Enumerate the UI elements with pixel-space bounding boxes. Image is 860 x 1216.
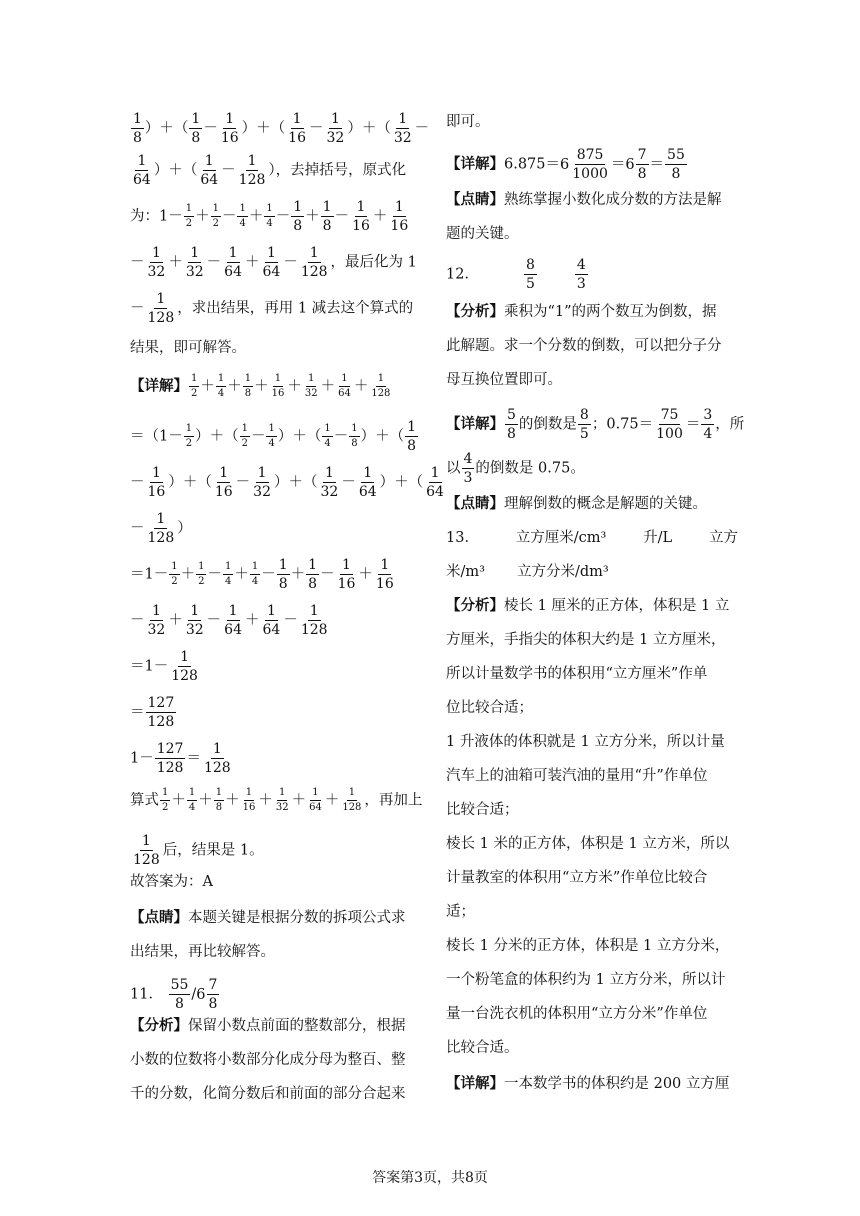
fraction: 7 8	[637, 147, 647, 182]
analysis-line: 【分析】棱长 1 厘米的正方体，体积是 1 立	[446, 597, 730, 614]
fraction: $\frac{1}{4}$	[188, 787, 196, 813]
fraction: $\frac{1}{128}$	[147, 291, 175, 326]
text-line: － $\frac{1}{128}$ ，求出结果，再用 1 减去这个算式的	[130, 291, 414, 326]
comment-line: 【点睛】本题关键是根据分数的拆项公式求	[130, 909, 406, 926]
fraction: $\frac{1}{64}$	[426, 465, 444, 500]
fraction: $\frac{1}{32}$	[147, 245, 166, 280]
text-line: 此解题。求一个分数的倒数，可以把分子分	[446, 338, 722, 354]
analysis-tag: 【分析】	[446, 597, 504, 614]
text-line: 千的分数，化简分数后和前面的部分合起来	[130, 1086, 406, 1102]
fraction: $\frac{1}{64}$	[200, 153, 219, 188]
fraction: $\frac{1}{64}$	[358, 465, 377, 500]
fraction: $\frac{8}{5}$	[525, 257, 535, 292]
fraction: $\frac{1}{32}$	[147, 603, 166, 638]
fraction: $\frac{1}{128}$	[147, 511, 175, 546]
text-line: 方厘米，手指尖的体积大约是 1 立方厘米，	[446, 632, 726, 648]
fraction: $\frac{4}{3}$	[576, 257, 586, 292]
fraction: $\frac{1}{4}$	[239, 203, 246, 229]
fraction: $\frac{1}{8}$	[407, 419, 417, 454]
fraction: $\frac{1}{128}$	[133, 833, 160, 868]
comment-line: 【点睛】理解倒数的概念是解题的关键。	[446, 495, 707, 512]
equation-line: 1－ $\frac{127}{128}$ ＝ $\frac{1}{128}$	[130, 741, 231, 776]
text-line: $\frac{1}{8}$ ）＋（ $\frac{1}{8}$ － $\frac{1}{16}$ ）＋（ $\frac{1}{16}$ － $\frac{1}{32}$ ）＋（ $\frac{1}{32}$ －	[133, 111, 430, 146]
fraction: $\frac{1}{2}$	[171, 561, 178, 587]
detail-tag: 【详解】	[446, 1075, 504, 1092]
text-line: 比较合适；	[446, 802, 519, 818]
equation-line: ＝1－ $\frac{1}{128}$	[130, 649, 198, 684]
fraction: $\frac{1}{4}$	[251, 561, 259, 587]
fraction: $\frac{75}{100}$	[656, 407, 683, 442]
question-number: 13．	[446, 530, 479, 546]
detail-tag: 【详解】	[446, 155, 504, 173]
comment-tag: 【点睛】	[446, 495, 504, 512]
equation-line: － $\frac{1}{16}$ ）＋（ $\frac{1}{16}$ － $\frac{1}{32}$ ）＋（ $\frac{1}{32}$ － $\frac{1}{64}$ ）＋（ $\frac{1}{64}$	[130, 465, 444, 500]
q13-answer-3: 立方	[708, 530, 738, 546]
fraction: $\frac{1}{16}$	[288, 111, 306, 146]
fraction: $\frac{1}{16}$	[220, 111, 239, 146]
fraction: $\frac{1}{8}$	[308, 557, 318, 592]
detail-line: 【详解】 $\frac{1}{2}$ ＋ $\frac{1}{4}$ ＋ $\frac{1}{8}$ ＋ $\frac{1}{16}$ ＋ $\frac{1}{32}$ ＋ $\frac{1}{64}$ ＋ $\frac{1}{128}$	[130, 373, 391, 399]
fraction: 7 8	[208, 977, 218, 1012]
fraction: $\frac{127}{128}$	[156, 741, 184, 776]
text-line: 比较合适。	[446, 1040, 519, 1056]
fraction: 875 1000	[572, 147, 608, 182]
fraction: $\frac{1}{2}$	[212, 203, 219, 229]
text-line: 计量教室的体积用“立方米”作单位比较合	[446, 870, 708, 886]
analysis-tag: 【分析】	[446, 303, 504, 320]
q13-answer-2: 升/L	[643, 530, 673, 546]
fraction: $\frac{1}{8}$	[293, 199, 303, 234]
fraction: $\frac{1}{8}$	[244, 373, 252, 399]
q13-answer-line-2: 米/m³ 立方分米/dm³	[446, 564, 609, 580]
fraction: $\frac{127}{128}$	[147, 695, 175, 730]
fraction: $\frac{1}{16}$	[271, 373, 285, 399]
fraction: $\frac{1}{16}$	[352, 199, 370, 234]
text-line: 棱长 1 分米的正方体，体积是 1 立方分米，	[446, 938, 730, 954]
text-line: 一个粉笔盒的体积约为 1 立方分米，所以计	[446, 972, 726, 988]
equation-line: － $\frac{1}{32}$ ＋ $\frac{1}{32}$ － $\frac{1}{64}$ ＋ $\frac{1}{64}$ － $\frac{1}{128}$	[130, 603, 328, 638]
fraction: $\frac{1}{2}$	[241, 423, 248, 449]
detail-tag: 【详解】	[130, 377, 188, 395]
fraction: $\frac{1}{4}$	[266, 203, 273, 229]
fraction: $\frac{1}{8}$	[215, 787, 223, 813]
text-line: 结果，即可解答。	[130, 340, 246, 356]
fraction: $\frac{1}{2}$	[191, 373, 198, 399]
fraction: $\frac{1}{4}$	[324, 423, 331, 449]
fraction: $\frac{1}{32}$	[275, 787, 289, 813]
fraction: $\frac{1}{128}$	[203, 741, 231, 776]
fraction: $\frac{55}{8}$	[170, 977, 189, 1012]
text-line: 为：1－ $\frac{1}{2}$ ＋ $\frac{1}{2}$ － $\frac{1}{4}$ ＋ $\frac{1}{4}$ － $\frac{1}{8}$ ＋ $\frac{1}{8}$ － $\frac{1}{16}$ ＋ $\frac{1}{16}$	[130, 199, 409, 234]
text-line: 适；	[446, 904, 475, 920]
fraction: $\frac{1}{64}$	[224, 245, 242, 280]
fraction: $\frac{1}{128}$	[300, 245, 328, 280]
fraction: $\frac{1}{128}$	[371, 373, 391, 399]
detail-tag: 【详解】	[446, 415, 504, 433]
analysis-line: 【分析】保留小数点前面的整数部分，根据	[130, 1017, 406, 1034]
text-line: 1 升液体的体积就是 1 立方分米，所以计量	[446, 734, 725, 750]
fraction: $\frac{1}{64}$	[262, 245, 281, 280]
fraction: $\frac{1}{64}$	[338, 373, 351, 399]
detail-line: 【详解】 $\frac{5}{8}$ 的倒数是 $\frac{8}{5}$ ；0.75＝ $\frac{75}{100}$ ＝ $\frac{3}{4}$ ，所	[446, 407, 745, 442]
fraction: $\frac{1}{16}$	[242, 787, 256, 813]
formula-line: 算式 $\frac{1}{2}$ ＋ $\frac{1}{4}$ ＋ $\frac{1}{8}$ ＋ $\frac{1}{16}$ ＋ $\frac{1}{32}$ ＋ $\frac{1}{64}$ ＋ $\frac{1}{128}$ ，再加上	[130, 787, 423, 813]
fraction: $\frac{1}{16}$	[147, 465, 166, 500]
fraction: $\frac{1}{32}$	[393, 111, 412, 146]
analysis-line: 【分析】乘积为“1”的两个数互为倒数，据	[446, 303, 717, 320]
fraction: $\frac{1}{16}$	[375, 557, 394, 592]
fraction: $\frac{3}{4}$	[703, 407, 713, 442]
equation-line: ＝（1－ $\frac{1}{2}$ ）＋（ $\frac{1}{2}$ － $\frac{1}{4}$ ）＋（ $\frac{1}{4}$ － $\frac{1}{8}$ ）＋（ $\frac{1}{8}$	[130, 419, 417, 454]
fraction: $\frac{4}{3}$	[463, 451, 473, 486]
fraction: $\frac{1}{8}$	[133, 111, 142, 146]
fraction: $\frac{1}{16}$	[337, 557, 356, 592]
q11-answer-line: 11． $\frac{55}{8}$ / 6 7 8	[130, 977, 218, 1012]
fraction: $\frac{1}{2}$	[185, 423, 193, 449]
text-line: $\frac{1}{128}$ 后，结果是 1。	[133, 833, 264, 868]
text-line: $\frac{1}{64}$ ）＋（ $\frac{1}{64}$ － $\frac{1}{128}$ ），去掉括号，原式化	[133, 153, 407, 188]
fraction: $\frac{1}{64}$	[224, 603, 242, 638]
page-footer: 答案第3页，共8页	[372, 1170, 488, 1186]
fraction: $\frac{1}{32}$	[185, 245, 204, 280]
text-line: 题的关键。	[446, 226, 519, 242]
fraction: $\frac{1}{16}$	[390, 199, 409, 234]
equation-line: ＝ $\frac{127}{128}$	[130, 695, 175, 730]
answer-line: 故答案为：A	[130, 874, 213, 890]
fraction: $\frac{1}{8}$	[191, 111, 201, 146]
equation-line: ＝1－ $\frac{1}{2}$ ＋ $\frac{1}{2}$ － $\frac{1}{4}$ ＋ $\frac{1}{4}$ － $\frac{1}{8}$ ＋ $\frac{1}{8}$ － $\frac{1}{16}$ ＋ $\frac{1}{16}$	[130, 557, 394, 592]
text-line: 以 $\frac{4}{3}$ 的倒数是 0.75。	[446, 451, 585, 486]
q13-answer-4: 立方分米/dm³	[516, 564, 609, 580]
fraction: $\frac{1}{4}$	[268, 423, 275, 449]
q13-answer-line	[446, 528, 738, 548]
comment-line: 【点睛】熟练掌握小数化成分数的方法是解	[446, 191, 722, 208]
fraction: $\frac{1}{128}$	[171, 649, 198, 684]
fraction: $\frac{1}{32}$	[304, 373, 318, 399]
text-line: － $\frac{1}{32}$ ＋ $\frac{1}{32}$ － $\frac{1}{64}$ ＋ $\frac{1}{64}$ － $\frac{1}{128}$ ，最后化为 1	[130, 245, 417, 280]
detail-line: 【详解】6.875＝ 6 875 1000 ＝ 6 7 8 ＝ $\frac{55}{8}$	[446, 147, 685, 182]
text-line: 出结果，再比较解答。	[130, 944, 275, 960]
fraction: $\frac{1}{128}$	[342, 787, 362, 813]
text-line: 母互换位置即可。	[446, 372, 562, 388]
fraction: $\frac{1}{4}$	[217, 373, 225, 399]
fraction: $\frac{1}{4}$	[224, 561, 232, 587]
text-line: 量一台洗衣机的体积用“立方分米”作单位	[446, 1006, 708, 1022]
fraction: $\frac{1}{32}$	[326, 111, 345, 146]
text-line: 即可。	[446, 114, 490, 130]
fraction: $\frac{1}{2}$	[185, 203, 193, 229]
text-line: 所以计量数学书的体积用“立方厘米”作单	[446, 666, 708, 682]
equation-line: － $\frac{1}{128}$ ）	[130, 511, 192, 546]
fraction: $\frac{1}{8}$	[322, 199, 332, 234]
question-number: 11．	[130, 986, 163, 1003]
fraction: $\frac{1}{64}$	[262, 603, 281, 638]
fraction: $\frac{1}{32}$	[253, 465, 271, 500]
fraction: $\frac{5}{8}$	[507, 407, 516, 442]
fraction: $\frac{1}{8}$	[351, 423, 358, 449]
fraction: $\frac{1}{32}$	[185, 603, 204, 638]
fraction: $\frac{1}{128}$	[238, 153, 266, 188]
comment-tag: 【点睛】	[130, 909, 188, 926]
fraction: $\frac{1}{2}$	[162, 787, 169, 813]
fraction: $\frac{1}{64}$	[133, 153, 151, 188]
text-line: 位比较合适；	[446, 700, 533, 716]
analysis-tag: 【分析】	[130, 1017, 188, 1034]
text-line: 小数的位数将小数部分化成分母为整百、整	[130, 1052, 406, 1068]
fraction: $\frac{1}{2}$	[198, 561, 205, 587]
question-number: 12．	[446, 266, 479, 283]
fraction: $\frac{1}{8}$	[278, 557, 288, 592]
text-line: 棱长 1 米的正方体，体积是 1 立方米，所以	[446, 836, 730, 852]
fraction: $\frac{1}{64}$	[309, 787, 322, 813]
comment-tag: 【点睛】	[446, 191, 504, 208]
fraction: $\frac{1}{16}$	[214, 465, 233, 500]
q12-answer-line	[446, 258, 738, 291]
fraction: $\frac{55}{8}$	[667, 147, 685, 182]
fraction: $\frac{8}{5}$	[579, 407, 589, 442]
text-line: 汽车上的油箱可装汽油的量用“升”作单位	[446, 768, 708, 784]
fraction: $\frac{1}{128}$	[300, 603, 328, 638]
q13-answer-1: 立方厘米/cm³	[515, 530, 607, 546]
fraction: $\frac{1}{32}$	[320, 465, 339, 500]
detail-line: 【详解】一本数学书的体积约是 200 立方厘	[446, 1075, 730, 1092]
